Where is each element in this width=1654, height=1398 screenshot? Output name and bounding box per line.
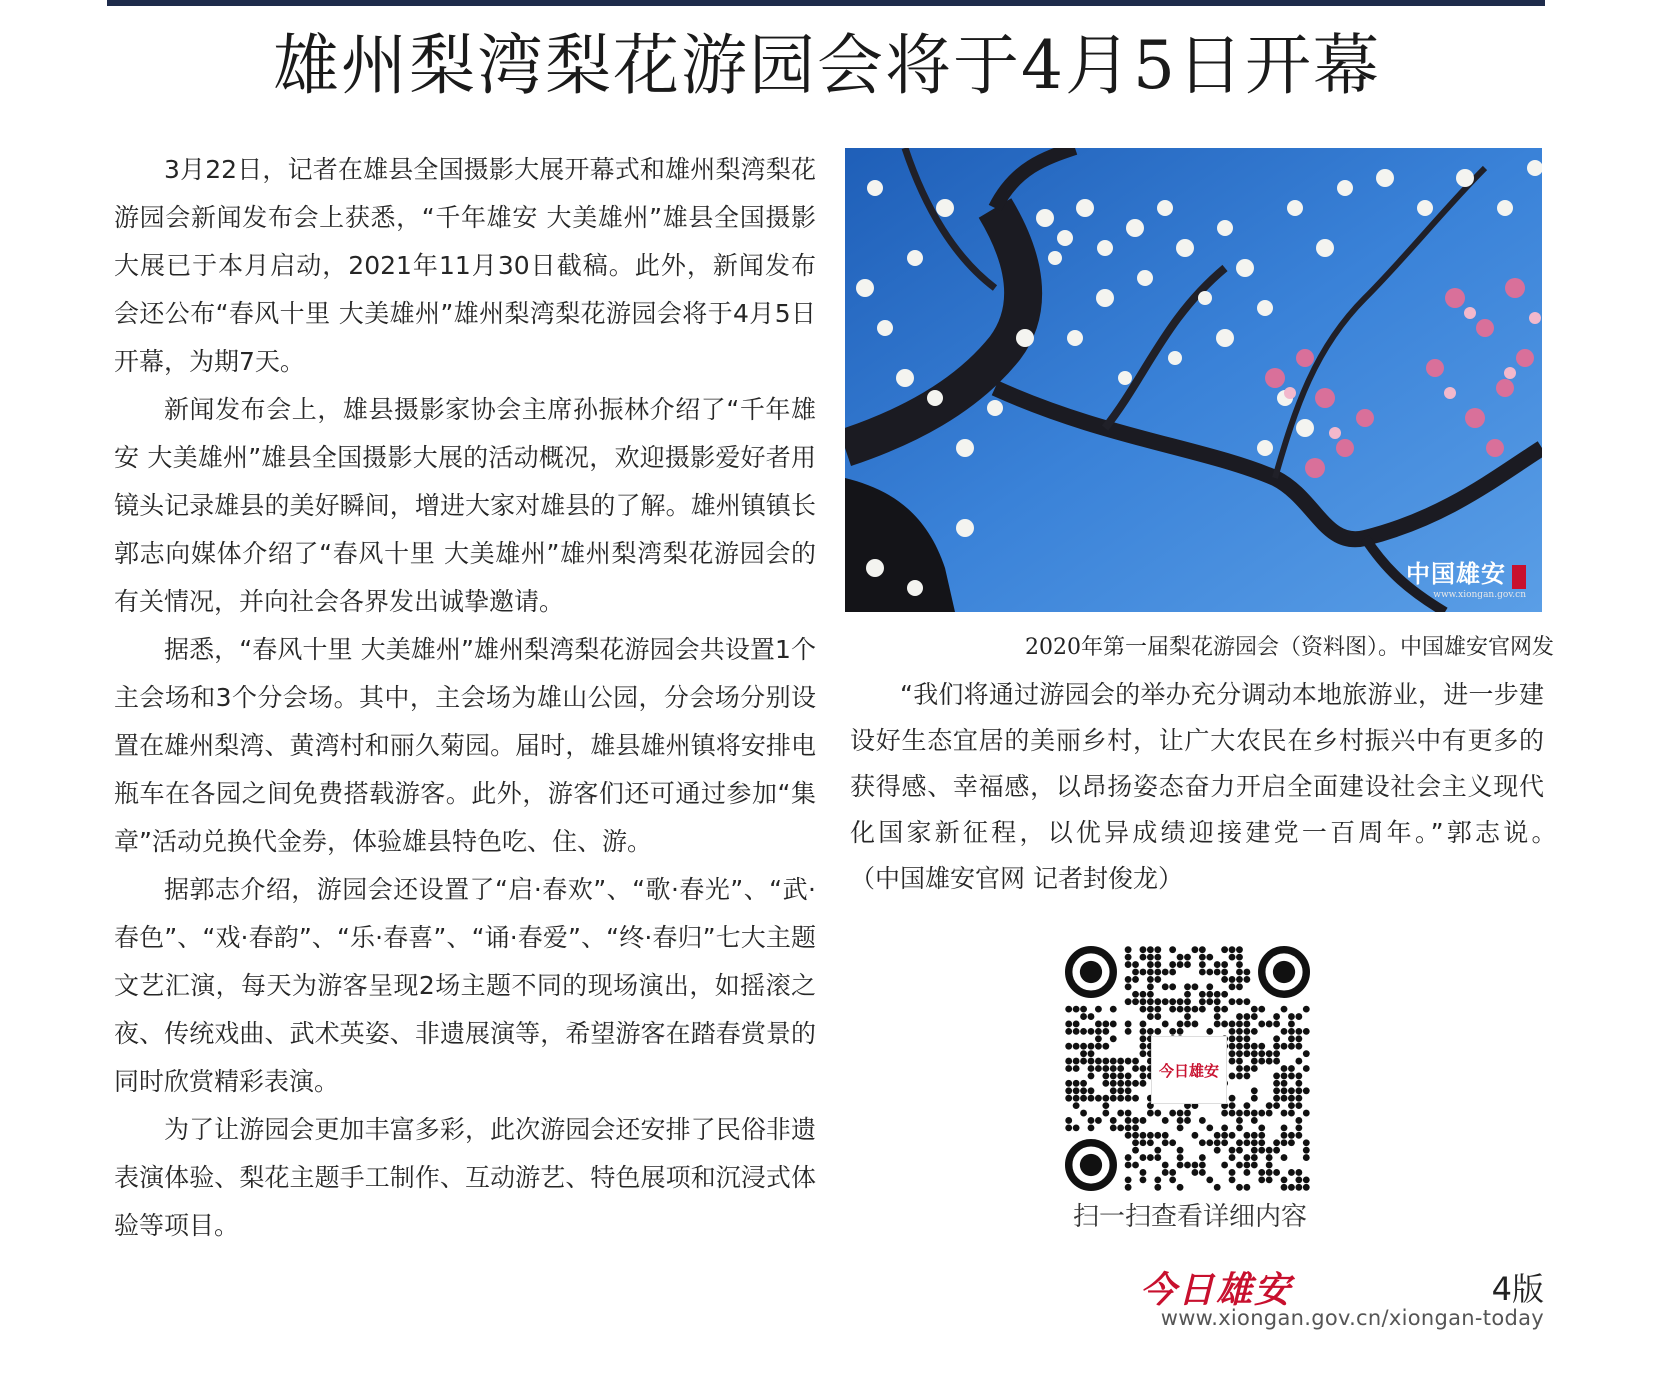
watermark-seal xyxy=(1512,565,1526,589)
pear-blossom-photo xyxy=(845,148,1542,612)
article-body xyxy=(114,146,816,1250)
page-number: 4版 xyxy=(1491,1270,1544,1308)
paragraph: 新闻发布会上，雄县摄影家协会主席孙振林介绍了“千年雄安 大美雄州”雄县全国摄影大展的活动概况，欢迎摄影爱好者用镜头记录雄县的美好瞬间，增进大家对雄县的了解。雄州镇镇长郭志向媒体介绍了“春风十里 大美雄州”雄州梨湾梨花游园会的有关情况，并向社会各界发出诚挚邀请。 xyxy=(114,395,816,616)
photo-watermark xyxy=(1406,554,1526,601)
paragraph: 3月22日，记者在雄县全国摄影大展开幕式和雄州梨湾梨花游园会新闻发布会上获悉，“千年雄安 大美雄州”雄县全国摄影大展已于本月启动，2021年11月30日截稿。此外，新闻发布会还公布“春风十里 大美雄州”雄州梨湾梨花游园会将于4月5日开幕，为期7天。 xyxy=(114,155,816,376)
watermark-url: www.xiongan.gov.cn xyxy=(1433,590,1526,600)
watermark-title: 中国雄安 xyxy=(1406,558,1506,588)
qr-code[interactable] xyxy=(1065,946,1310,1191)
top-rule xyxy=(107,0,1545,6)
site-url[interactable]: www.xiongan.gov.cn/xiongan-today xyxy=(1160,1306,1544,1330)
paragraph: 据郭志介绍，游园会还设置了“启·春欢”、“歌·春光”、“武·春色”、“戏·春韵”、“乐·春喜”、“诵·春爱”、“终·春归”七大主题文艺汇演，每天为游客呈现2场主题不同的现场演出，如摇滚之夜、传统戏曲、武术英姿、非遗展演等，希望游客在踏春赏景的同时欣赏精彩表演。 xyxy=(114,875,816,1096)
photo-illustration xyxy=(845,148,1542,612)
quote-paragraph xyxy=(850,672,1595,902)
qr-center-logo: 今日雄安 xyxy=(1151,1036,1227,1104)
paragraph: 据悉，“春风十里 大美雄州”雄州梨湾梨花游园会共设置1个主会场和3个分会场。其中，主会场为雄山公园，分会场分别设置在雄州梨湾、黄湾村和丽久菊园。届时，雄县雄州镇将安排电瓶车在各园之间免费搭载游客。此外，游客们还可通过参加“集章”活动兑换代金券，体验雄县特色吃、住、游。 xyxy=(114,635,816,856)
paragraph: 为了让游园会更加丰富多彩，此次游园会还安排了民俗非遗表演体验、梨花主题手工制作、互动游艺、特色展项和沉浸式体验等项目。 xyxy=(114,1115,816,1240)
brand-logo: 今日雄安 xyxy=(1140,1269,1293,1311)
headline: 雄州梨湾梨花游园会将于4月5日开幕 xyxy=(273,27,1381,104)
paragraph: “我们将通过游园会的举办充分调动本地旅游业，进一步建设好生态宜居的美丽乡村，让广大农民在乡村振兴中有更多的获得感、幸福感，以昂扬姿态奋力开启全面建设社会主义现代化国家新征程，以优异成绩迎接建党一百周年。”郭志说。 （中国雄安官网 记者封俊龙） xyxy=(850,680,1595,893)
photo-caption: 2020年第一届梨花游园会（资料图）。中国雄安官网发 xyxy=(1025,635,1554,660)
scan-instruction: 扫一扫查看详细内容 xyxy=(1072,1202,1307,1232)
